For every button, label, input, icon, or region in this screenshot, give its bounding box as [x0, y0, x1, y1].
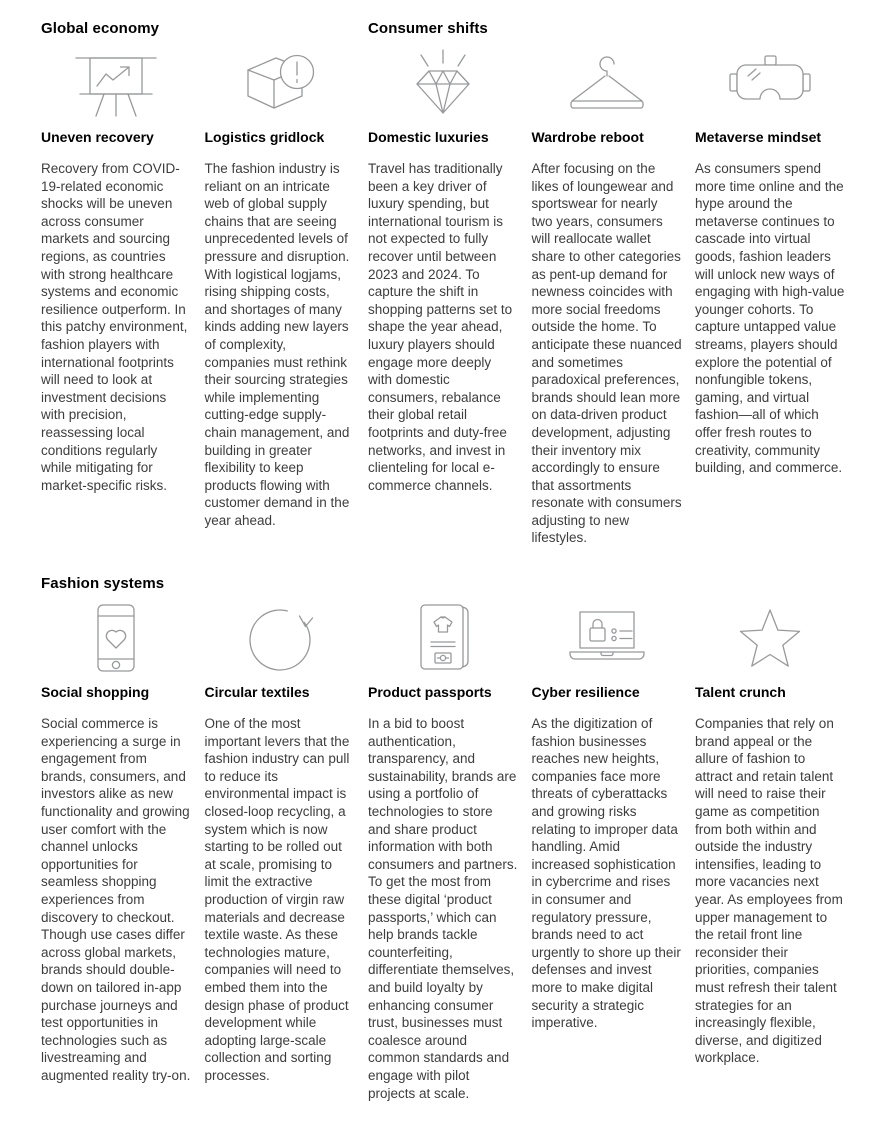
- topic-card-logistics-gridlock: [205, 48, 356, 547]
- section-headers-row-1: [41, 20, 846, 37]
- topic-body: After focusing on the likes of loungewear and sportswear for nearly two years, consumers will reallocate wallet share to other categories as pent-up demand for newness coincides with more social freedoms outside the home. To anticipate these nuanced and sometimes paradoxical preferences, brands should lean more on data-driven product development, adjusting their inventory mix accordingly to ensure that assortments resonate with consumers adjusting to new lifestyles.: [531, 161, 682, 546]
- section-fashion-systems: [41, 575, 846, 1102]
- topic-body: The fashion industry is reliant on an intricate web of global supply chains that are seeing unprecedented levels of pressure and disruption. With logistical logjams, rising shipping costs, and shortages of many kinds adding new layers of complexity, companies must rethink their sourcing strategies while implementing cutting-edge supply-chain management, and building in greater flexibility to keep products flowing with customer demand in the year ahead.: [204, 161, 350, 528]
- topic-title: Talent crunch: [695, 684, 786, 701]
- topic-card-circular-textiles: [205, 603, 356, 1102]
- section-top-themes: [41, 20, 846, 547]
- topic-card-cyber-resilience: [532, 603, 683, 1102]
- topic-body: Travel has traditionally been a key driver of luxury spending, but international tourism is not expected to fully recover until between 2023 and 2024. To capture the shift in shopping patterns set to shape the year ahead, luxury players should engage more deeply with domestic consumers, rebalance their global retail footprints and duty-free networks, and invest in clienteling for local e-commerce channels.: [368, 161, 513, 493]
- topic-title: Product passports: [368, 684, 492, 701]
- clothes-hanger-icon: [532, 48, 683, 118]
- topic-card-uneven-recovery: [41, 48, 192, 547]
- section-header-consumer-shifts: Consumer shifts: [368, 20, 488, 37]
- topic-title: Wardrobe reboot: [531, 129, 644, 145]
- cards-row-2: [41, 603, 846, 1102]
- topic-title: Domestic luxuries: [368, 129, 489, 145]
- topic-title: Cyber resilience: [531, 684, 640, 701]
- laptop-security-icon: [532, 603, 683, 673]
- cards-row-1: [41, 48, 846, 547]
- topic-body: As consumers spend more time online and the hype around the metaverse continues to cascade into virtual goods, fashion leaders will unlock new ways of engaging with high-value younger cohorts. To capture untapped value streams, players should explore the potential of nonfungible tokens, gaming, and virtual fashion—all of which offer fresh routes to creativity, community building, and commerce.: [695, 161, 845, 476]
- passport-icon: [368, 603, 519, 673]
- topic-card-product-passports: [368, 603, 519, 1102]
- section-headers-row-2: [41, 575, 846, 592]
- topic-card-wardrobe-reboot: [532, 48, 683, 547]
- topic-body: As the digitization of fashion businesses reaches new heights, companies face more threats of cyberattacks and growing risks relating to improper data handling. Amid increased sophistication in cybercrime and rises in consumer and regulatory pressure, brands need to act urgently to shore up their defenses and invest more to make digital security a strategic imperative.: [531, 716, 681, 1031]
- shipping-box-alert-icon: [205, 48, 356, 118]
- topic-card-domestic-luxuries: [368, 48, 519, 547]
- topic-body: Social commerce is experiencing a surge in engagement from brands, consumers, and investors alike as new functionality and growing user comfort with the channel unlocks opportunities for seamless shopping experiences from discovery to checkout. Though use cases differ across global markets, brands should double-down on tailored in-app purchase journeys and test opportunities in technologies such as livestreaming and augmented reality try-on.: [41, 716, 191, 1083]
- smartphone-heart-icon: [41, 603, 192, 673]
- topic-card-social-shopping: [41, 603, 192, 1102]
- topic-body: One of the most important levers that the fashion industry can pull to reduce its environmental impact is closed-loop recycling, a system which is now starting to be rolled out at scale, promising to limit the extractive production of virgin raw materials and decrease textile waste. As these technologies mature, companies will need to embed them into the design phase of product development while adopting large-scale collection and sorting processes.: [204, 716, 350, 1083]
- topic-body: Companies that rely on brand appeal or the allure of fashion to attract and retain talent will need to raise their game as competition from both within and outside the industry intensifies, leading to more vacancies next year. As employees from upper management to the retail front line reconsider their priorities, companies must refresh their talent strategies for an increasingly flexible, diverse, and digitized workplace.: [695, 716, 843, 1066]
- topic-body: Recovery from COVID-19-related economic shocks will be uneven across consumer markets and sourcing regions, as countries with strong healthcare systems and economic resilience outperform. In this patchy environment, fashion players with international footprints will need to look at investment decisions with precision, reassessing local conditions regularly while mitigating for market-specific risks.: [41, 161, 188, 493]
- section-header-global-economy: Global economy: [41, 20, 160, 37]
- topic-body: In a bid to boost authentication, transparency, and sustainability, brands are using a portfolio of technologies to store and share product information with both consumers and partners. To get the most from these digital ‘product passports,’ which can help brands tackle counterfeiting, differentiate themselves, and build loyalty by enhancing consumer trust, businesses must coalesce around common standards and engage with pilot projects at scale.: [368, 716, 518, 1101]
- topic-title: Metaverse mindset: [695, 129, 822, 145]
- topic-card-metaverse-mindset: [695, 48, 846, 547]
- topic-title: Social shopping: [41, 684, 150, 701]
- line-chart-presentation-icon: [41, 48, 192, 118]
- circular-arrow-icon: [205, 603, 356, 673]
- star-icon: [695, 603, 846, 673]
- section-header-fashion-systems: Fashion systems: [41, 575, 165, 593]
- vr-headset-icon: [695, 48, 846, 118]
- topic-title: Uneven recovery: [41, 129, 154, 145]
- diamond-icon: [368, 48, 519, 118]
- topic-card-talent-crunch: [695, 603, 846, 1102]
- topic-title: Circular textiles: [204, 684, 310, 701]
- topic-title: Logistics gridlock: [204, 129, 325, 145]
